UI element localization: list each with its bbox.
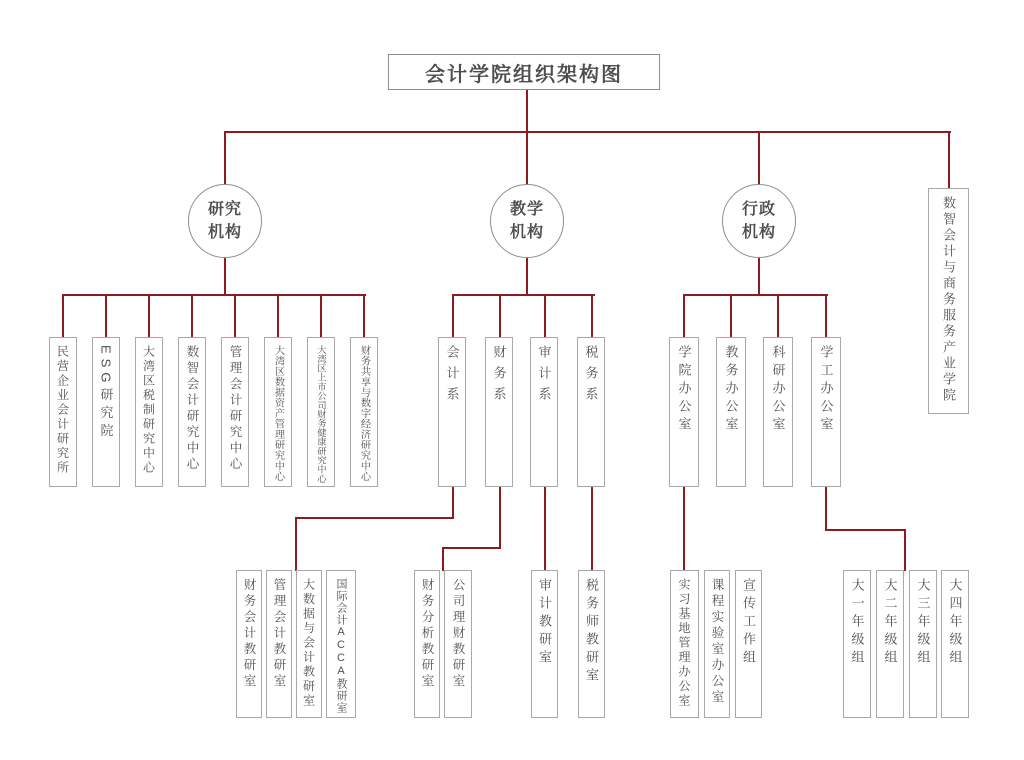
- research-box-gba-listed-company-financial-health-center: [307, 337, 335, 487]
- label: 宣传工作组: [741, 578, 756, 668]
- sub-box-grade-1-group: [843, 570, 871, 718]
- connector-line: [191, 294, 193, 338]
- sub-box-grade-3-group: [909, 570, 937, 718]
- label: 税务系: [583, 345, 599, 408]
- connector-line: [526, 131, 528, 185]
- connector-line: [442, 547, 444, 571]
- connector-line: [224, 131, 951, 133]
- label: 公司理财教研室: [451, 578, 465, 690]
- connector-line: [442, 547, 501, 549]
- office-box-academic-affairs: [716, 337, 746, 487]
- office-box-scientific-research: [763, 337, 793, 487]
- connector-line: [777, 294, 779, 338]
- connector-line: [825, 529, 906, 531]
- research-box-management-accounting-center: [221, 337, 249, 487]
- connector-line: [295, 517, 454, 519]
- label: 研究: [207, 200, 242, 218]
- connector-line: [544, 294, 546, 338]
- tro-box-financial-accounting: [236, 570, 262, 718]
- label: 国际会计ACCA教研室: [335, 578, 347, 714]
- connector-line: [452, 294, 595, 296]
- label: 审计教研室: [537, 578, 552, 668]
- connector-line: [683, 487, 685, 571]
- connector-line: [825, 294, 827, 338]
- label: 大二年级组: [882, 578, 898, 668]
- label: 财务系: [491, 345, 507, 408]
- label: 财务会计教研室: [242, 578, 256, 690]
- tro-box-tax-agent: [578, 570, 605, 718]
- connector-line: [148, 294, 150, 338]
- connector-line: [591, 487, 593, 571]
- label: 学工办公室: [818, 345, 834, 435]
- research-branch-circle: [188, 184, 262, 258]
- label: 大一年级组: [849, 578, 865, 668]
- sub-box-course-lab-office: [704, 570, 730, 718]
- tro-box-audit: [531, 570, 558, 718]
- office-box-student-affairs: [811, 337, 841, 487]
- label: 财务共享与数字经济研究中心: [358, 345, 370, 482]
- research-box-finance-sharing-digital-economy-center: [350, 337, 378, 487]
- label: 教务办公室: [723, 345, 739, 435]
- dept-box-audit: [530, 337, 558, 487]
- tro-box-international-accounting-acca: [326, 570, 356, 718]
- label: 学院办公室: [676, 345, 692, 435]
- tro-box-corporate-finance: [444, 570, 472, 718]
- research-box-private-enterprise-accounting-institute: [49, 337, 77, 487]
- connector-line: [62, 294, 64, 338]
- connector-line: [224, 258, 226, 295]
- label: 行政: [741, 200, 776, 218]
- sub-box-grade-4-group: [941, 570, 969, 718]
- label: 课程实验室办公室: [710, 578, 724, 706]
- label: 机构: [207, 224, 242, 241]
- label: 机构: [741, 224, 776, 241]
- industry-college-box: [928, 188, 969, 414]
- connector-line: [526, 258, 528, 295]
- connector-line: [904, 529, 906, 571]
- connector-line: [825, 487, 827, 531]
- sub-box-grade-2-group: [876, 570, 904, 718]
- admin-branch-circle: [722, 184, 796, 258]
- connector-line: [948, 131, 950, 189]
- tro-box-management-accounting: [266, 570, 292, 718]
- connector-line: [499, 487, 501, 549]
- connector-line: [224, 131, 226, 185]
- label: 科研办公室: [770, 345, 786, 435]
- label: 管理会计教研室: [272, 578, 286, 690]
- connector-line: [526, 90, 528, 132]
- label: 教学: [509, 200, 544, 218]
- label: 机构: [509, 224, 544, 241]
- connector-line: [320, 294, 322, 338]
- connector-line: [452, 487, 454, 519]
- research-box-gba-tax-system-center: [135, 337, 163, 487]
- label: 大湾区税制研究中心: [141, 345, 156, 476]
- research-box-esg-institute: [92, 337, 120, 487]
- dept-box-accounting: [438, 337, 466, 487]
- label: 大湾区数据资产管理研究中心: [272, 345, 284, 482]
- dept-box-finance: [485, 337, 513, 487]
- connector-line: [683, 294, 685, 338]
- chart-title: 会计学院组织架构图: [388, 54, 660, 90]
- research-box-digital-accounting-center: [178, 337, 206, 487]
- label: 财务分析教研室: [420, 578, 434, 690]
- label: 大四年级组: [947, 578, 963, 668]
- label: 审计系: [536, 345, 552, 408]
- tro-box-financial-analysis: [414, 570, 440, 718]
- connector-line: [234, 294, 236, 338]
- connector-line: [730, 294, 732, 338]
- label: 大数据与会计教研室: [301, 578, 316, 709]
- dept-box-tax: [577, 337, 605, 487]
- connector-line: [591, 294, 593, 338]
- connector-line: [295, 517, 297, 571]
- label: 会计系: [444, 345, 460, 408]
- connector-line: [499, 294, 501, 338]
- label: 大三年级组: [915, 578, 931, 668]
- tro-box-bigdata-accounting: [296, 570, 322, 718]
- label: 数智会计与商务服务产业学院: [941, 196, 956, 404]
- sub-box-publicity-group: [735, 570, 762, 718]
- research-box-gba-data-asset-center: [264, 337, 292, 487]
- label: ESG研究院: [98, 345, 114, 442]
- label: 大湾区上市公司财务健康研究中心: [316, 345, 326, 483]
- connector-line: [452, 294, 454, 338]
- label: 管理会计研究中心: [228, 345, 242, 473]
- connector-line: [758, 131, 760, 185]
- connector-line: [105, 294, 107, 338]
- label: 数智会计研究中心: [185, 345, 199, 473]
- label: 民营企业会计研究所: [55, 345, 70, 476]
- teaching-branch-circle: [490, 184, 564, 258]
- label: 实习基地管理办公室: [677, 578, 691, 709]
- connector-line: [363, 294, 365, 338]
- connector-line: [277, 294, 279, 338]
- sub-box-internship-base-office: [670, 570, 699, 718]
- office-box-college: [669, 337, 699, 487]
- label: 税务师教研室: [584, 578, 599, 686]
- connector-line: [683, 294, 828, 296]
- connector-line: [758, 258, 760, 295]
- connector-line: [544, 487, 546, 571]
